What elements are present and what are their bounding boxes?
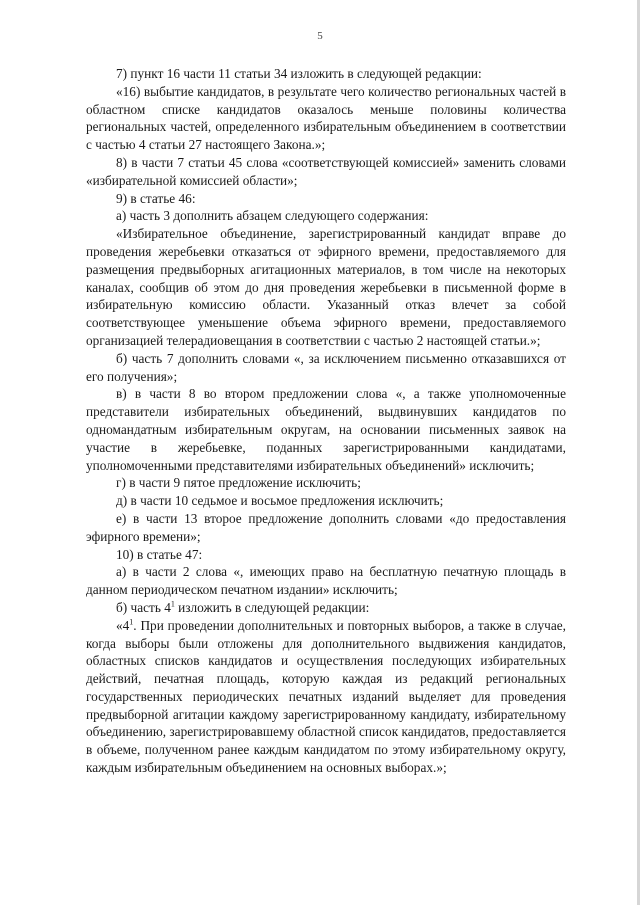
paragraph: 9) в статье 46: — [116, 190, 196, 206]
paragraph: 10) в статье 47: — [116, 546, 203, 562]
text-fragment: изложить в следующей редакции: — [174, 599, 370, 615]
paragraph: 7) пункт 16 части 11 статьи 34 изложить в следующей редакции: — [116, 66, 482, 81]
paragraph-part-4-1-text — [86, 617, 566, 777]
paragraph: е) в части 13 второе предложение дополнить словами «до предоставления эфирного времени»; — [86, 510, 566, 544]
paragraph: 8) в части 7 статьи 45 слова «соответствующей комиссией» заменить словами «избирательной комиссией области»; — [86, 154, 566, 188]
paragraph: в) в части 8 во втором предложении слова «, а также уполномоченные представители избирательных объединений, выдвинувших кандидатов по одномандатным избирательным округам, на основании письменных заявок на участие в жеребьевке, поданных зарегистрированными кандидатами, уполномоченными представителями избирательных объединений» исключить; — [86, 386, 566, 473]
page-number: 5 — [317, 30, 323, 42]
document-body — [86, 65, 566, 777]
paragraph: «Избирательное объединение, зарегистрированный кандидат вправе до проведения жеребьевки отказаться от эфирного времени, предоставляемого для размещения предвыборных агитационных материалов, в том числе на некоторых каналах, сообщив об этом до дня проведения жеребьевки в письменной форме в избирательную комиссию области. Указанный отказ влечет за собой соответствующее уменьшение объема эфирного времени, предоставляемого организацией телерадиовещания в соответствии с частью 2 настоящей статьи.»; — [86, 226, 566, 348]
paragraph: «16) выбытие кандидатов, в результате чего количество региональных частей в областном списке кандидатов оказалось меньше половины количества региональных частей, определенного избирательным объединением в соответствии с частью 4 статьи 27 настоящего Закона.»; — [86, 83, 566, 153]
paragraph: а) в части 2 слова «, имеющих право на бесплатную печатную площадь в данном периодическом печатном издании» исключить; — [86, 564, 566, 598]
paragraph: б) часть 7 дополнить словами «, за исключением письменно отказавшихся от его получения»; — [86, 350, 566, 384]
paragraph: д) в части 10 седьмое и восьмое предложения исключить; — [116, 493, 444, 509]
text-fragment: «4 — [116, 617, 130, 633]
paragraph: г) в части 9 пятое предложение исключить; — [116, 475, 361, 491]
superscript: 1 — [129, 617, 134, 627]
paragraph-part-4-1-instruction — [86, 599, 566, 617]
text-fragment: . При проведении дополнительных и повторных выборов, а также в случае, когда выборы были отложены для дополнительного выдвижения кандидатов, областных списков кандидатов и осуществления последующих избирательных действий, печатная площадь, которую каждая из редакций региональных государственных периодических печатных изданий выделяет для проведения предвыборной агитации каждому зарегистрированному кандидату, избирательному объединению, зарегистрировавшему областной список кандидатов, предоставляется в объеме, полученном ранее каждым кандидатом по этому избирательному округу, каждым избирательным объединением на основных выборах.»; — [86, 617, 566, 776]
text-fragment: б) часть 4 — [116, 599, 171, 615]
superscript: 1 — [170, 599, 175, 609]
paragraph: а) часть 3 дополнить абзацем следующего содержания: — [116, 208, 429, 224]
